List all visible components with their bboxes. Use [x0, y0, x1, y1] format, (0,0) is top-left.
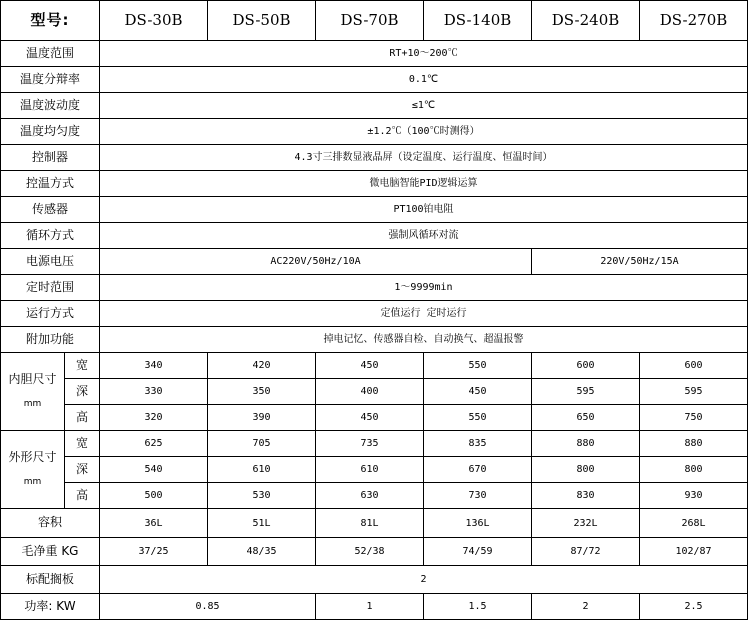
inner-size-title: 内胆尺寸 — [8, 371, 57, 386]
label-outer-size — [1, 431, 65, 509]
label-timer: 定时范围 — [1, 275, 100, 301]
cell: 2 — [532, 594, 640, 620]
label-extra: 附加功能 — [1, 327, 100, 353]
cell: 51L — [208, 509, 316, 538]
row-volume — [1, 509, 748, 538]
row-temp-range — [1, 41, 748, 67]
cell: 735 — [316, 431, 424, 457]
row-timer — [1, 275, 748, 301]
cell: 400 — [316, 379, 424, 405]
cell: 330 — [100, 379, 208, 405]
value-voltage-b: 220V/50Hz/15A — [532, 249, 748, 275]
cell: 705 — [208, 431, 316, 457]
row-outer-height — [1, 483, 748, 509]
cell: 450 — [316, 405, 424, 431]
row-outer-width — [1, 431, 748, 457]
cell: 102/87 — [640, 538, 748, 566]
row-shelves — [1, 566, 748, 594]
label-outer-width: 宽 — [65, 431, 100, 457]
label-weight: 毛净重 KG — [1, 538, 100, 566]
label-run-mode: 运行方式 — [1, 301, 100, 327]
row-temp-fluctuation — [1, 93, 748, 119]
cell: 540 — [100, 457, 208, 483]
label-outer-depth: 深 — [65, 457, 100, 483]
cell: 450 — [316, 353, 424, 379]
row-inner-height — [1, 405, 748, 431]
cell: 530 — [208, 483, 316, 509]
outer-size-title: 外形尺寸 — [8, 449, 57, 464]
label-sensor: 传感器 — [1, 197, 100, 223]
cell: 1.5 — [424, 594, 532, 620]
row-temp-uniformity — [1, 119, 748, 145]
row-sensor — [1, 197, 748, 223]
cell: 1 — [316, 594, 424, 620]
cell: 320 — [100, 405, 208, 431]
model-label: 型号: — [1, 1, 100, 41]
cell: 625 — [100, 431, 208, 457]
cell: 600 — [532, 353, 640, 379]
model-ds-30b: DS-30B — [100, 1, 208, 41]
cell: 136L — [424, 509, 532, 538]
value-temp-uniformity: ±1.2℃（100℃时测得） — [100, 119, 748, 145]
cell: 880 — [532, 431, 640, 457]
model-ds-70b: DS-70B — [316, 1, 424, 41]
label-outer-height: 高 — [65, 483, 100, 509]
cell: 2.5 — [640, 594, 748, 620]
cell: 36L — [100, 509, 208, 538]
outer-size-unit: mm — [23, 477, 42, 488]
cell: 930 — [640, 483, 748, 509]
cell: 268L — [640, 509, 748, 538]
header-row — [1, 1, 748, 41]
cell: 610 — [316, 457, 424, 483]
model-ds-50b: DS-50B — [208, 1, 316, 41]
row-voltage — [1, 249, 748, 275]
model-ds-270b: DS-270B — [640, 1, 748, 41]
cell: 880 — [640, 431, 748, 457]
row-control-mode — [1, 171, 748, 197]
value-sensor: PT100铂电阻 — [100, 197, 748, 223]
cell: 595 — [640, 379, 748, 405]
label-control-mode: 控温方式 — [1, 171, 100, 197]
row-extra — [1, 327, 748, 353]
row-outer-depth — [1, 457, 748, 483]
row-power — [1, 594, 748, 620]
cell: 232L — [532, 509, 640, 538]
label-inner-depth: 深 — [65, 379, 100, 405]
value-extra: 掉电记忆、传感器自检、自动换气、超温报警 — [100, 327, 748, 353]
cell: 800 — [532, 457, 640, 483]
cell: 500 — [100, 483, 208, 509]
row-inner-width — [1, 353, 748, 379]
cell: 830 — [532, 483, 640, 509]
cell: 630 — [316, 483, 424, 509]
cell: 81L — [316, 509, 424, 538]
label-power: 功率: KW — [1, 594, 100, 620]
model-ds-140b: DS-140B — [424, 1, 532, 41]
row-inner-depth — [1, 379, 748, 405]
cell: 800 — [640, 457, 748, 483]
value-run-mode: 定值运行 定时运行 — [100, 301, 748, 327]
cell: 600 — [640, 353, 748, 379]
cell: 37/25 — [100, 538, 208, 566]
label-temp-resolution: 温度分辩率 — [1, 67, 100, 93]
label-temp-uniformity: 温度均匀度 — [1, 119, 100, 145]
label-shelves: 标配搁板 — [1, 566, 100, 594]
cell: 74/59 — [424, 538, 532, 566]
cell: 350 — [208, 379, 316, 405]
value-temp-resolution: 0.1℃ — [100, 67, 748, 93]
label-inner-size — [1, 353, 65, 431]
label-temp-fluctuation: 温度波动度 — [1, 93, 100, 119]
inner-size-unit: mm — [23, 399, 42, 410]
row-run-mode — [1, 301, 748, 327]
cell: 340 — [100, 353, 208, 379]
value-controller: 4.3寸三排数显液晶屏（设定温度、运行温度、恒温时间） — [100, 145, 748, 171]
cell: 550 — [424, 405, 532, 431]
label-voltage: 电源电压 — [1, 249, 100, 275]
cell: 835 — [424, 431, 532, 457]
value-shelves: 2 — [100, 566, 748, 594]
label-inner-width: 宽 — [65, 353, 100, 379]
cell: 650 — [532, 405, 640, 431]
label-controller: 控制器 — [1, 145, 100, 171]
label-inner-height: 高 — [65, 405, 100, 431]
model-ds-240b: DS-240B — [532, 1, 640, 41]
value-temp-range: RT+10～200℃ — [100, 41, 748, 67]
value-temp-fluctuation: ≤1℃ — [100, 93, 748, 119]
cell: 595 — [532, 379, 640, 405]
cell: 610 — [208, 457, 316, 483]
row-temp-resolution — [1, 67, 748, 93]
cell: 670 — [424, 457, 532, 483]
label-circulation: 循环方式 — [1, 223, 100, 249]
label-volume: 容积 — [1, 509, 100, 538]
cell: 420 — [208, 353, 316, 379]
label-temp-range: 温度范围 — [1, 41, 100, 67]
cell: 550 — [424, 353, 532, 379]
cell: 730 — [424, 483, 532, 509]
cell: 0.85 — [100, 594, 316, 620]
value-circulation: 强制风循环对流 — [100, 223, 748, 249]
value-control-mode: 微电脑智能PID逻辑运算 — [100, 171, 748, 197]
cell: 390 — [208, 405, 316, 431]
cell: 87/72 — [532, 538, 640, 566]
cell: 52/38 — [316, 538, 424, 566]
row-circulation — [1, 223, 748, 249]
row-weight — [1, 538, 748, 566]
row-controller — [1, 145, 748, 171]
value-timer: 1～9999min — [100, 275, 748, 301]
cell: 450 — [424, 379, 532, 405]
value-voltage-a: AC220V/50Hz/10A — [100, 249, 532, 275]
cell: 48/35 — [208, 538, 316, 566]
cell: 750 — [640, 405, 748, 431]
